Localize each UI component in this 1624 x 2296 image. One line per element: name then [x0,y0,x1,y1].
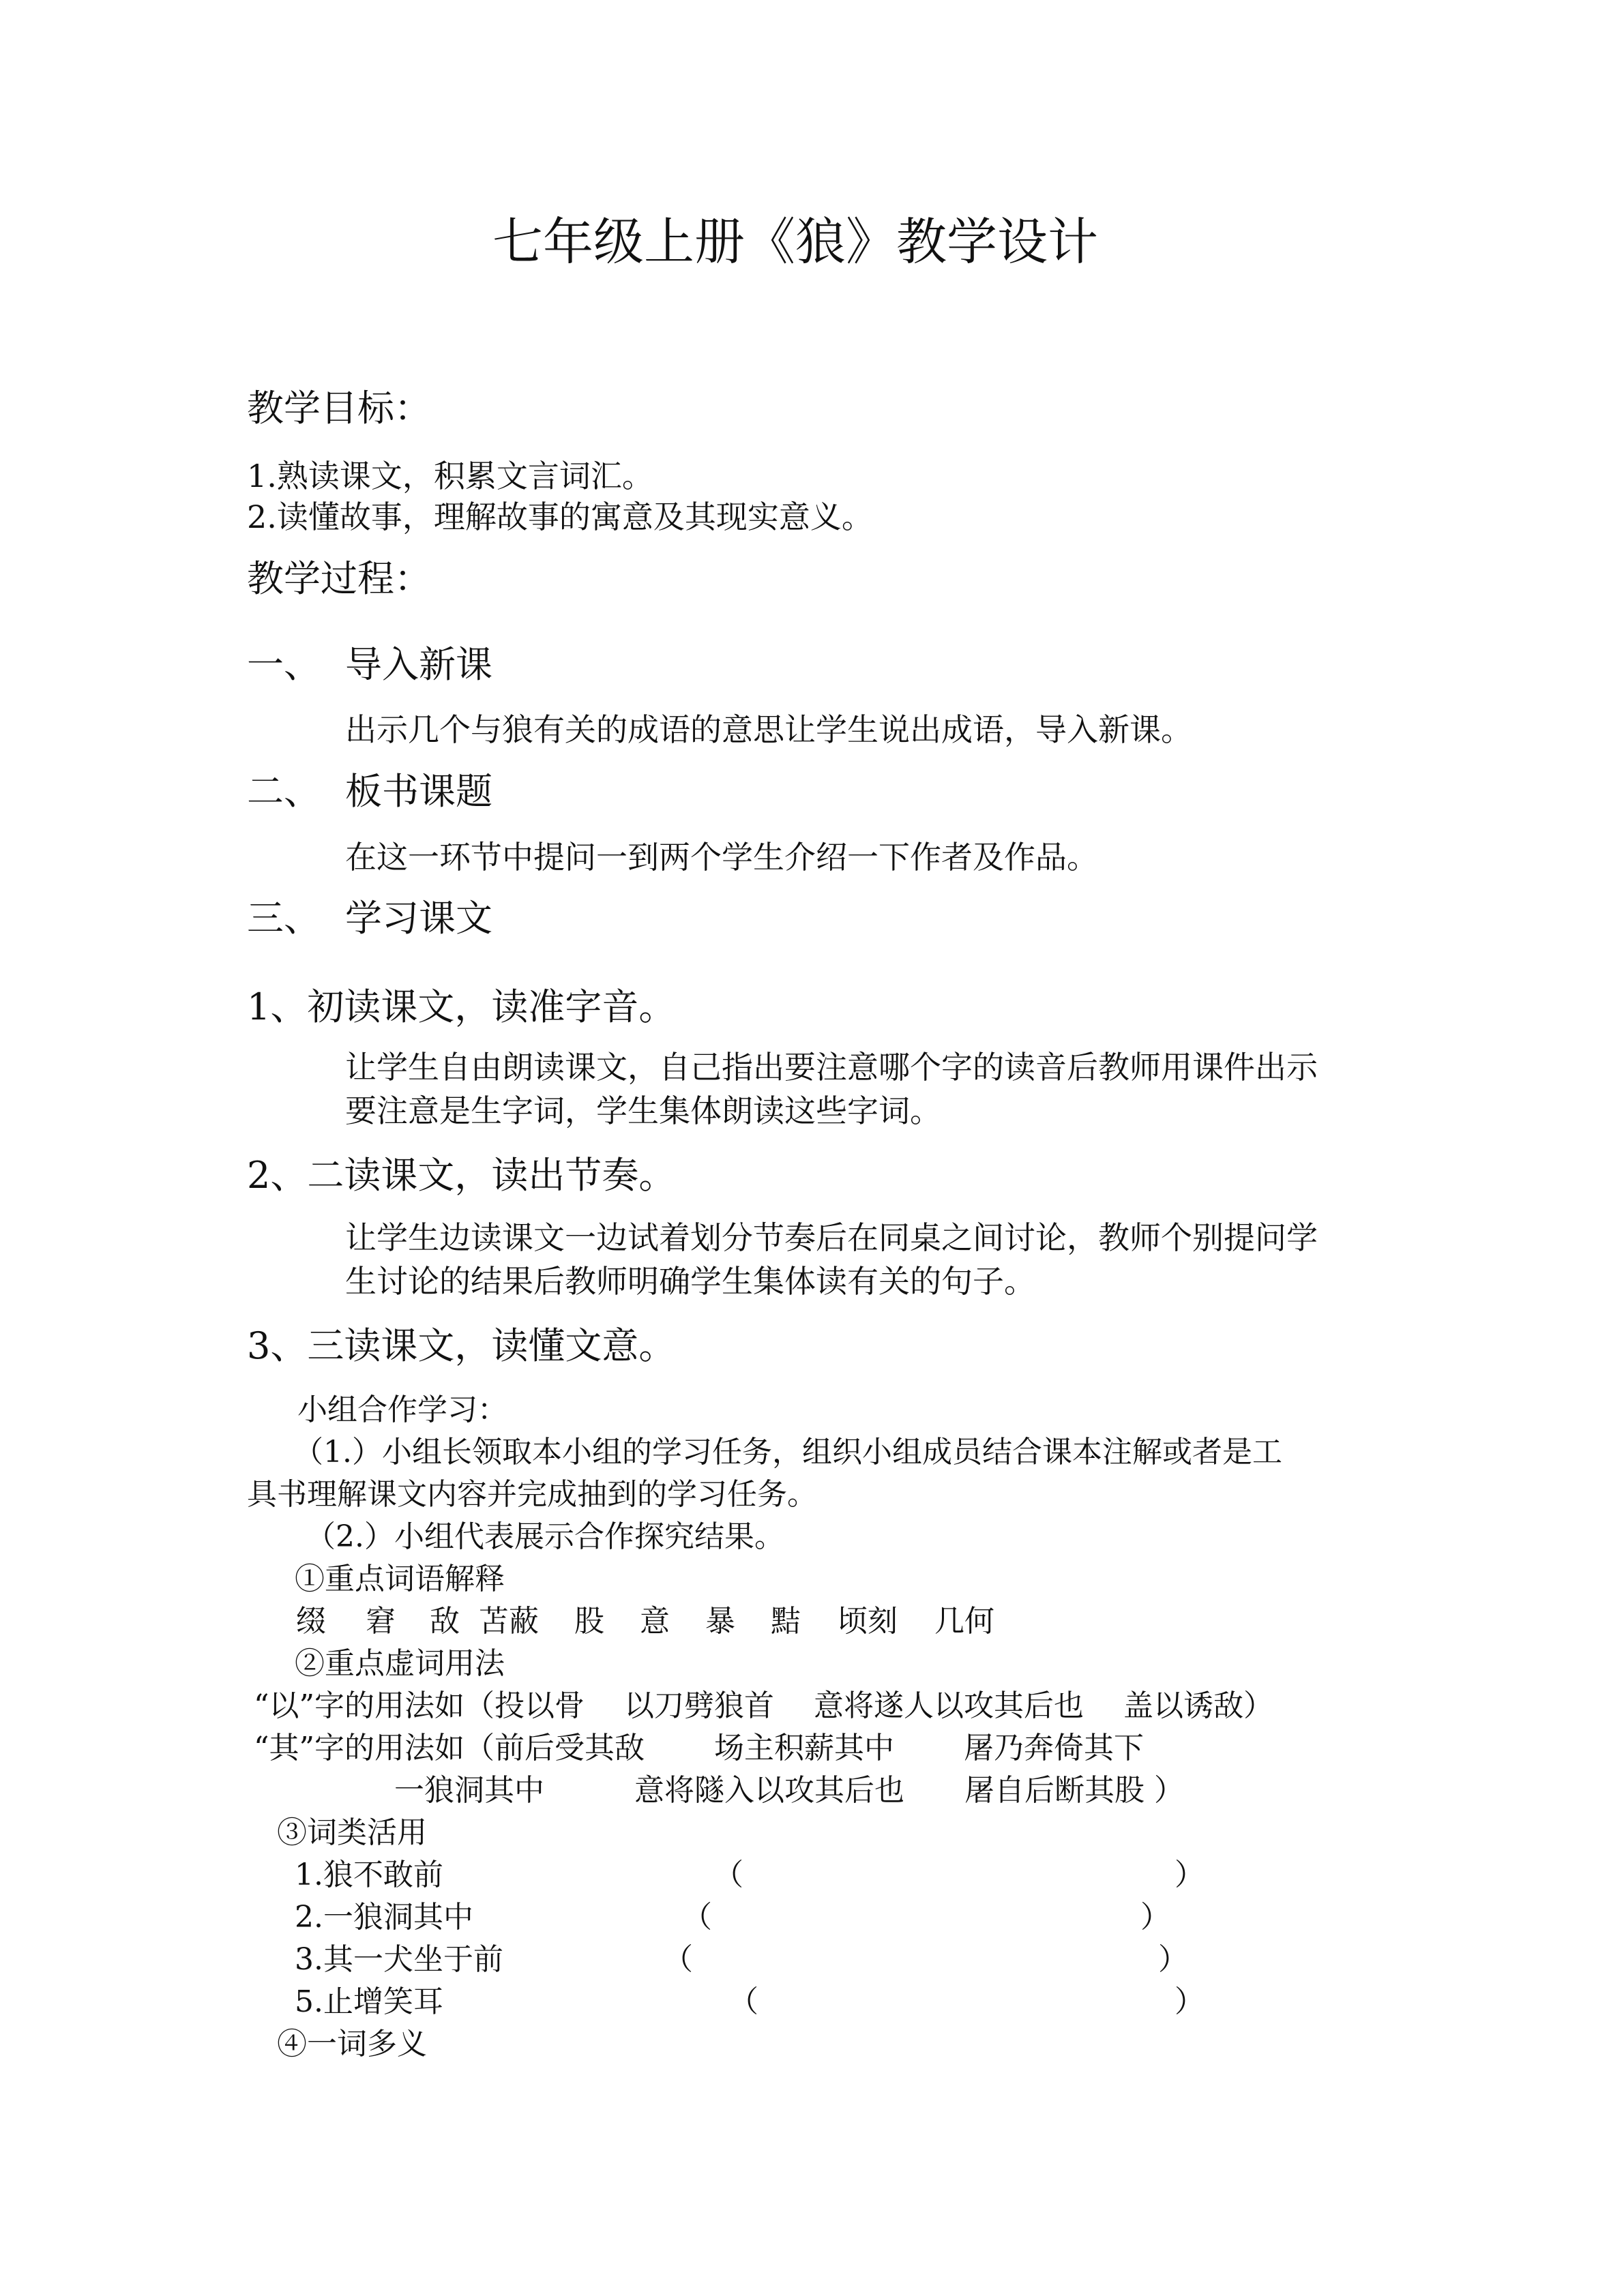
blank-open-paren: （ [682,1900,712,1935]
blank-open-paren: （ [663,1942,693,1977]
usage-line-qi: “其”字的用法如（前后受其敌 场主积薪其中 屠乃奔倚其下 [254,1731,1144,1765]
step-title: 3、三读课文，读懂文意。 [247,1324,676,1367]
key-word: 暴 [705,1604,735,1639]
usage-line-yi: “以”字的用法如（投以骨 以刀劈狼首 意将遂人以攻其后也 盖以诱敌） [254,1688,1273,1723]
blank-open-paren: （ [713,1858,743,1892]
polysemy-heading: ④一词多义 [277,2027,427,2061]
blank-close-paren: ） [1140,1900,1170,1935]
section-title: 学习课文 [345,897,492,940]
step-body-line: 生讨论的结果后教师明确学生集体读有关的句子。 [345,1263,1035,1300]
group-item-line: （2.）小组代表展示合作探究结果。 [306,1519,784,1554]
group-heading: 小组合作学习： [297,1392,507,1427]
goal-item: 1.熟读课文，积累文言词汇。 [247,458,653,494]
process-heading: 教学过程： [247,557,431,600]
group-item-line: （1.）小组长领取本小组的学习任务，组织小组成员结合课本注解或者是工 [293,1435,1282,1470]
section-body: 出示几个与狼有关的成语的意思让学生说出成语，导入新课。 [345,711,1192,748]
blank-close-paren: ） [1175,1858,1205,1892]
step-title: 1、初读课文，读准字音。 [247,985,676,1028]
section-title: 板书课题 [345,770,492,813]
conversion-item: 3.其一犬坐于前 [295,1942,503,1977]
key-word: 敌 [430,1604,460,1639]
key-word: 几何 [934,1604,994,1639]
usage-line-qi: 一狼洞其中 意将隧入以攻其后也 屠自后断其股 ） [394,1773,1184,1808]
section-number: 二、 [247,770,321,813]
step-body-line: 让学生边读课文一边试着划分节奏后在同桌之间讨论，教师个别提问学 [345,1219,1318,1256]
key-word: 缀 [296,1604,326,1639]
key-word: 窘 [366,1604,396,1639]
conversion-item: 1.狼不敢前 [295,1858,443,1892]
step-title: 2、二读课文，读出节奏。 [247,1154,676,1197]
key-word: 意 [640,1604,670,1639]
key-words-heading: ①重点词语解释 [295,1562,505,1596]
conversion-heading: ③词类活用 [277,1815,427,1850]
group-item-line: 具书理解课文内容并完成抽到的学习任务。 [247,1477,817,1512]
key-word: 苫蔽 [479,1604,539,1639]
blank-close-paren: ） [1158,1942,1188,1977]
blank-close-paren: ） [1175,1984,1205,2019]
section-number: 一、 [247,643,321,686]
step-body-line: 让学生自由朗读课文，自己指出要注意哪个字的读音后教师用课件出示 [345,1049,1318,1086]
key-word: 顷刻 [838,1604,898,1639]
section-title: 导入新课 [345,643,492,686]
document-title: 七年级上册《狼》教学设计 [492,213,1098,271]
section-number: 三、 [247,897,321,940]
conversion-item: 2.一狼洞其中 [295,1900,473,1935]
goals-heading: 教学目标： [247,387,431,430]
conversion-item: 5.止增笑耳 [295,1984,443,2019]
goal-item: 2.读懂故事，理解故事的寓意及其现实意义。 [247,498,873,535]
function-words-heading: ②重点虚词用法 [295,1646,505,1681]
key-word: 黠 [771,1604,801,1639]
key-word: 股 [574,1604,604,1639]
blank-open-paren: （ [728,1984,758,2019]
step-body-line: 要注意是生字词，学生集体朗读这些字词。 [345,1092,941,1129]
section-body: 在这一环节中提问一到两个学生介绍一下作者及作品。 [345,839,1098,876]
